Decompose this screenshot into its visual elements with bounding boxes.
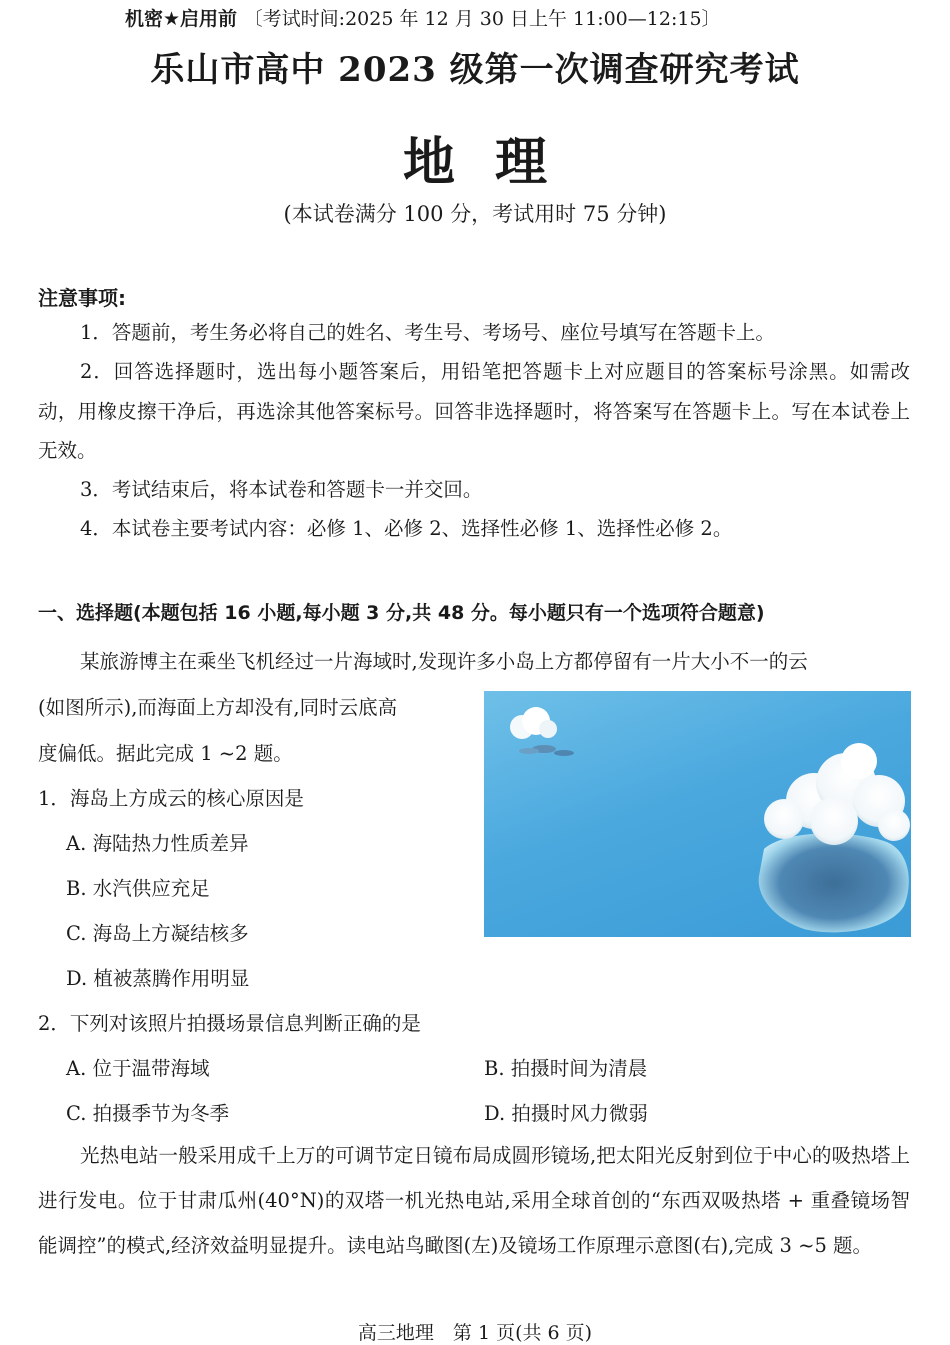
question-2-option-d: D. 拍摄时风力微弱 — [484, 1102, 648, 1125]
question-1-option-d: D. 植被蒸腾作用明显 — [66, 967, 250, 990]
island-cloud-photo — [484, 691, 911, 937]
exam-title: 乐山市高中 2023 级第一次调查研究考试 — [150, 50, 800, 90]
question-1-option-c: C. 海岛上方凝结核多 — [66, 922, 249, 945]
question-1-option-b: B. 水汽供应充足 — [66, 877, 210, 900]
section-heading: 一、选择题(本题包括 16 小题,每小题 3 分,共 48 分。每小题只有一个选项符合题意) — [38, 602, 765, 624]
notice-heading: 注意事项: — [38, 286, 126, 310]
intro-text-line-3: 度偏低。据此完成 1 ~2 题。 — [38, 742, 293, 765]
main-island — [759, 833, 909, 932]
passage-questions-3-5: 光热电站一般采用成千上万的可调节定日镜布局成圆形镜场,把太阳光反射到位于中心的吸热塔上进行发电。位于甘肃瓜州(40°N)的双塔一机光热电站,采用全球首创的“东西双吸热塔 + 重叠镜场智能调控”的模式,经济效益明显提升。读电站鸟瞰图(左)及镜场工作原理示意图(右),完成 3 ~5 题。 — [38, 1144, 910, 1257]
question-1-stem: 1．海岛上方成云的核心原因是 — [38, 787, 304, 810]
question-2-stem: 2．下列对该照片拍摄场景信息判断正确的是 — [38, 1012, 421, 1035]
notice-item-4: 4．本试卷主要考试内容：必修 1、必修 2、选择性必修 1、选择性必修 2。 — [80, 517, 733, 540]
intro-text-line-2: (如图所示),而海面上方却没有,同时云底高 — [38, 696, 398, 719]
notice-item-2: 2．回答选择题时，选出每小题答案后，用铅笔把答题卡上对应题目的答案标号涂黑。如需改动，用橡皮擦干净后，再选涂其他答案标号。回答非选择题时，将答案写在答题卡上。写在本试卷上无效。 — [38, 360, 910, 462]
exam-time: 〔考试时间:2025 年 12 月 30 日上午 11:00—12:15〕 — [243, 8, 721, 30]
confidential-header — [125, 4, 721, 31]
subject-title: 地理 — [402, 132, 587, 193]
question-2-option-c: C. 拍摄季节为冬季 — [66, 1102, 230, 1125]
small-island-shadow — [519, 748, 539, 754]
small-cloud — [510, 707, 557, 739]
question-2-option-a: A. 位于温带海域 — [66, 1057, 210, 1080]
secret-label: 机密★启用前 — [125, 8, 238, 30]
page-footer: 高三地理 第 1 页(共 6 页) — [357, 1322, 593, 1344]
island-cloud-illustration — [484, 691, 911, 937]
score-note: (本试卷满分 100 分，考试用时 75 分钟) — [283, 202, 667, 226]
notice-item-1: 1．答题前，考生务必将自己的姓名、考生号、考场号、座位号填写在答题卡上。 — [80, 321, 775, 344]
question-1-option-a: A. 海陆热力性质差异 — [66, 832, 249, 855]
intro-text-line-1: 某旅游博主在乘坐飞机经过一片海域时,发现许多小岛上方都停留有一片大小不一的云 — [80, 650, 808, 673]
question-2-option-b: B. 拍摄时间为清晨 — [484, 1057, 648, 1080]
notice-item-3: 3．考试结束后，将本试卷和答题卡一并交回。 — [80, 478, 483, 501]
big-cloud — [764, 743, 910, 845]
distant-island — [554, 750, 574, 756]
